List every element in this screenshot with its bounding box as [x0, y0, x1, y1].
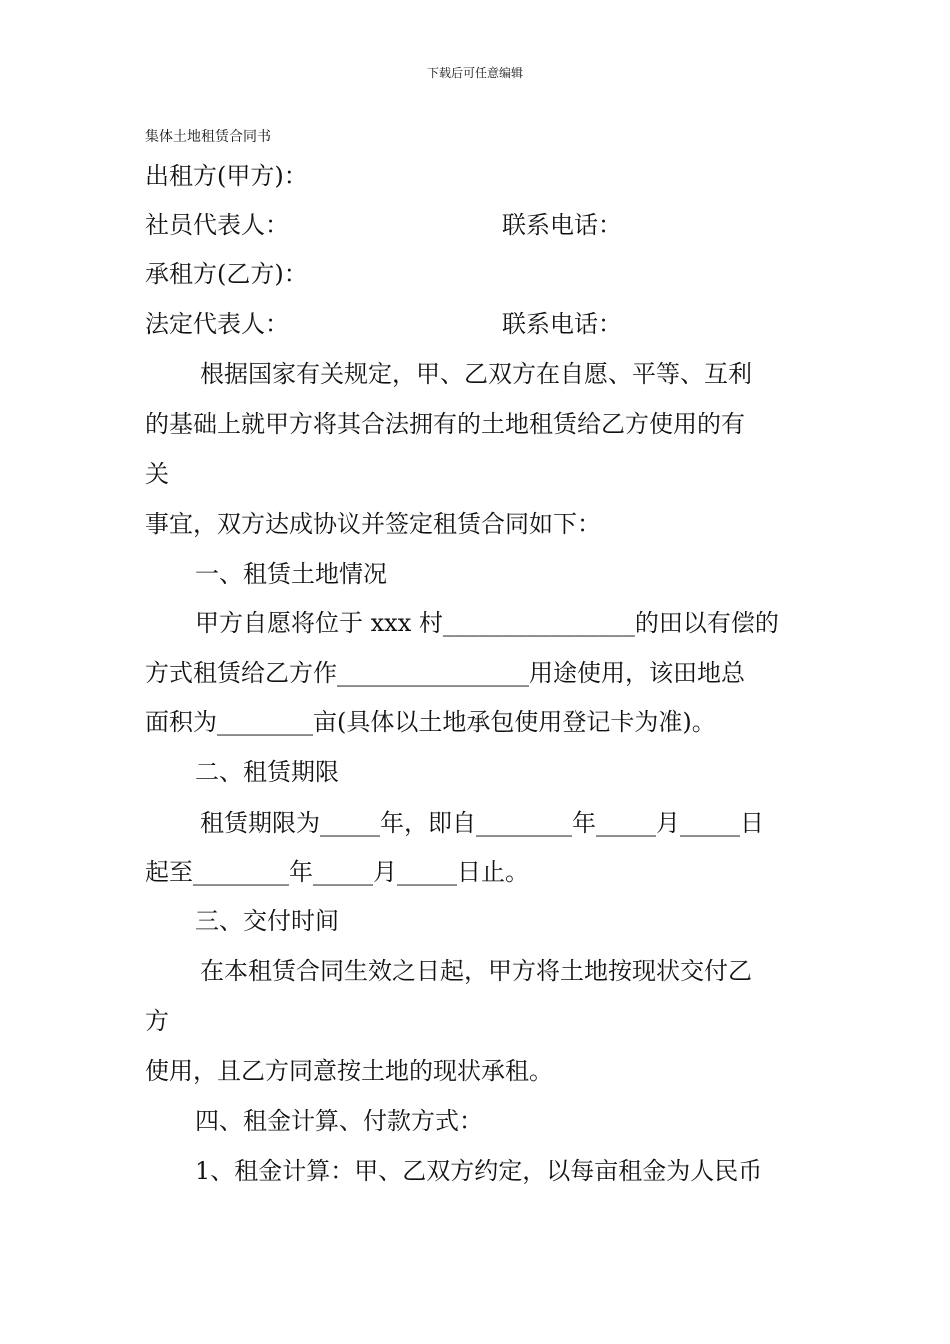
section-1-line: 方式租赁给乙方作________________用途使用，该田地总: [145, 659, 745, 687]
section-2-line: 起至________年_____月_____日止。: [145, 858, 529, 886]
intro-paragraph-line: 事宜，双方达成协议并签定租赁合同如下：: [145, 510, 601, 538]
section-heading-land: 一、租赁土地情况: [195, 560, 387, 588]
contact-phone-label-2: 联系电话：: [502, 310, 622, 338]
intro-paragraph-line: 关: [145, 460, 169, 488]
section-3-line: 使用，且乙方同意按土地的现状承租。: [145, 1057, 553, 1085]
section-heading-rent: 四、租金计算、付款方式：: [195, 1107, 483, 1135]
section-1-line: 甲方自愿将位于 xxx 村________________的田以有偿的: [195, 609, 779, 637]
document-title: 集体土地租赁合同书: [145, 129, 271, 145]
section-3-line: 方: [145, 1007, 169, 1035]
lessor-label: 出租方(甲方)：: [145, 162, 308, 190]
section-3-line: 在本租赁合同生效之日起，甲方将土地按现状交付乙: [200, 957, 752, 985]
contact-phone-label-1: 联系电话：: [502, 211, 622, 239]
lessee-label: 承租方(乙方)：: [145, 260, 308, 288]
section-heading-term: 二、租赁期限: [195, 758, 339, 786]
intro-paragraph-line: 的基础上就甲方将其合法拥有的土地租赁给乙方使用的有: [145, 410, 745, 438]
section-2-line: 租赁期限为_____年，即自________年_____月_____日: [200, 809, 764, 837]
legal-representative-label: 法定代表人：: [145, 310, 289, 338]
intro-paragraph-line: 根据国家有关规定，甲、乙双方在自愿、平等、互利: [200, 360, 752, 388]
section-1-line: 面积为________亩(具体以土地承包使用登记卡为准)。: [145, 708, 716, 736]
section-4-line: 1、租金计算：甲、乙双方约定，以每亩租金为人民币: [195, 1157, 763, 1185]
section-heading-delivery: 三、交付时间: [195, 907, 339, 935]
member-representative-label: 社员代表人：: [145, 211, 289, 239]
page-header-note: 下载后可任意编辑: [426, 66, 523, 80]
